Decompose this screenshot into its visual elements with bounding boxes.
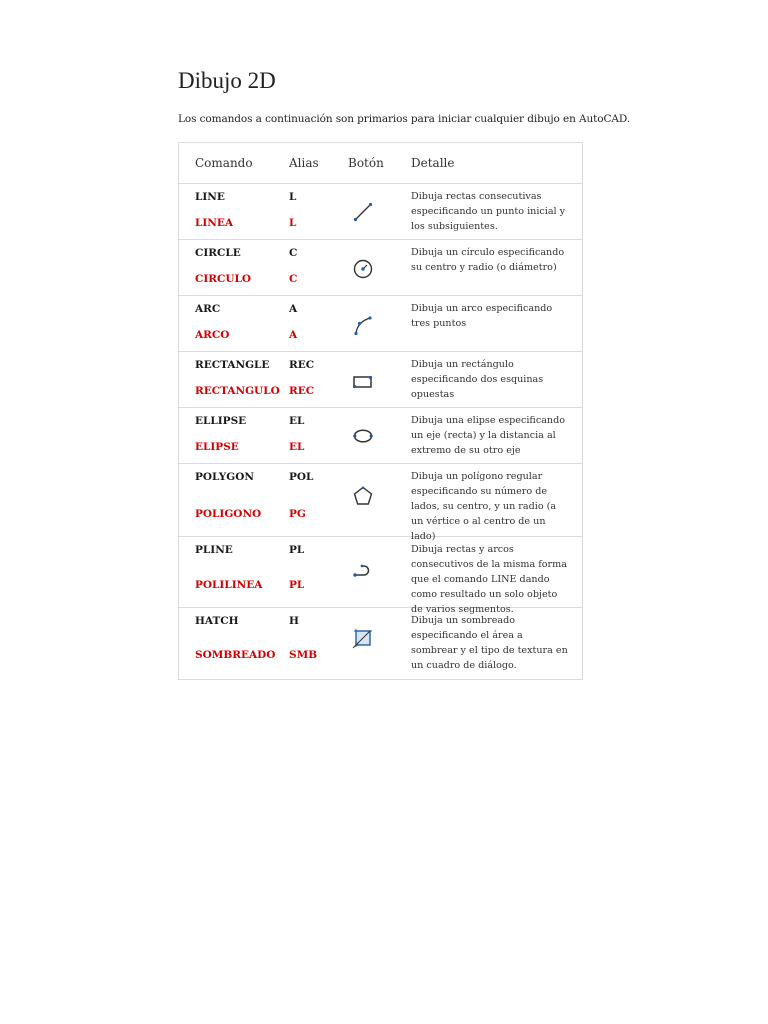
alias-en: L [289, 191, 297, 203]
table-header-row [179, 143, 582, 184]
alias-en: A [289, 303, 298, 315]
header-command: Comando [195, 156, 253, 170]
command-es: POLILINEA [195, 579, 263, 591]
circle-icon[interactable] [351, 257, 375, 281]
detail-cell [390, 240, 580, 295]
alias-es: PL [289, 579, 305, 591]
alias-en: H [289, 615, 299, 627]
detail-text: Dibuja un sombreado especificando el área a sombrear y el tipo de textura en un cuadro de diálogo. [411, 615, 568, 671]
alias-en: REC [289, 359, 315, 371]
alias-es: PG [289, 508, 306, 520]
alias-es: REC [289, 385, 315, 397]
alias-cell [276, 240, 334, 295]
header-alias: Alias [289, 156, 319, 170]
command-es: ARCO [195, 329, 230, 341]
alias-es: EL [289, 441, 305, 453]
alias-en: C [289, 247, 298, 259]
table-row-hatch [179, 608, 582, 679]
command-cell [179, 240, 276, 295]
detail-text: Dibuja rectas y arcos consecutivos de la misma forma que el comando LINE dando como resultado un solo objeto de varios segmentos. [411, 544, 567, 615]
command-es: ELIPSE [195, 441, 239, 453]
command-en: CIRCLE [195, 247, 241, 259]
line-icon[interactable] [351, 200, 375, 224]
intro-paragraph: Los comandos a continuación son primarios para iniciar cualquier dibujo en AutoCAD. [178, 113, 631, 125]
alias-cell [276, 296, 334, 351]
command-es: POLIGONO [195, 508, 262, 520]
command-es: RECTANGULO [195, 385, 280, 397]
alias-es: L [289, 217, 297, 229]
alias-cell [276, 352, 334, 407]
command-en: POLYGON [195, 471, 254, 483]
detail-cell [390, 464, 580, 542]
detail-cell [390, 408, 580, 463]
command-cell [179, 296, 276, 351]
detail-text: Dibuja una elipse especificando un eje (recta) y la distancia al extremo de su otro eje [411, 415, 566, 456]
table-row-pline [179, 537, 582, 615]
detail-cell [390, 537, 580, 615]
table-row-ellipse [179, 408, 582, 464]
alias-en: PL [289, 544, 305, 556]
polyline-icon[interactable] [351, 557, 375, 581]
arc-icon[interactable] [351, 313, 375, 337]
command-en: ARC [195, 303, 221, 315]
page-title: Dibujo 2D [178, 68, 276, 93]
command-es: LINEA [195, 217, 234, 229]
command-en: ELLIPSE [195, 415, 247, 427]
header-detail: Detalle [411, 156, 455, 170]
polygon-icon[interactable] [351, 484, 375, 508]
table-row-circle [179, 240, 582, 296]
alias-cell [276, 537, 334, 607]
detail-cell [390, 296, 580, 351]
detail-cell [390, 352, 580, 407]
table-row-arc [179, 296, 582, 352]
command-cell [179, 464, 276, 536]
detail-text: Dibuja rectas consecutivas especificando un punto inicial y los subsiguientes. [411, 191, 566, 232]
detail-text: Dibuja un rectángulo especificando dos esquinas opuestas [411, 359, 544, 400]
alias-cell [276, 408, 334, 463]
alias-es: C [289, 273, 298, 285]
table-row-polygon [179, 464, 582, 542]
detail-text: Dibuja un polígono regular especificando su número de lados, su centro, y un radio (a un vértice o al centro de un lado) [411, 471, 557, 542]
command-cell [179, 608, 276, 679]
command-en: RECTANGLE [195, 359, 270, 371]
command-cell [179, 352, 280, 407]
detail-text: Dibuja un círculo especificando su centro y radio (o diámetro) [411, 247, 565, 273]
alias-en: POL [289, 471, 314, 483]
detail-cell [390, 184, 580, 239]
commands-table [178, 142, 583, 680]
command-cell [179, 184, 276, 239]
command-es: SOMBREADO [195, 649, 276, 661]
command-cell [179, 408, 276, 463]
alias-cell [276, 464, 334, 536]
hatch-icon[interactable] [351, 626, 375, 650]
detail-cell [390, 608, 580, 679]
alias-es: A [289, 329, 298, 341]
command-en: PLINE [195, 544, 233, 556]
command-en: HATCH [195, 615, 239, 627]
table-row-rectangle [179, 352, 582, 408]
alias-cell [276, 184, 334, 239]
rectangle-icon[interactable] [351, 370, 375, 394]
command-cell [179, 537, 276, 607]
alias-es: SMB [289, 649, 318, 661]
alias-cell [276, 608, 334, 679]
alias-en: EL [289, 415, 305, 427]
header-button: Botón [348, 156, 384, 170]
command-es: CIRCULO [195, 273, 252, 285]
command-en: LINE [195, 191, 225, 203]
detail-text: Dibuja un arco especificando tres puntos [411, 303, 553, 329]
ellipse-icon[interactable] [351, 424, 375, 448]
table-row-line [179, 184, 582, 240]
